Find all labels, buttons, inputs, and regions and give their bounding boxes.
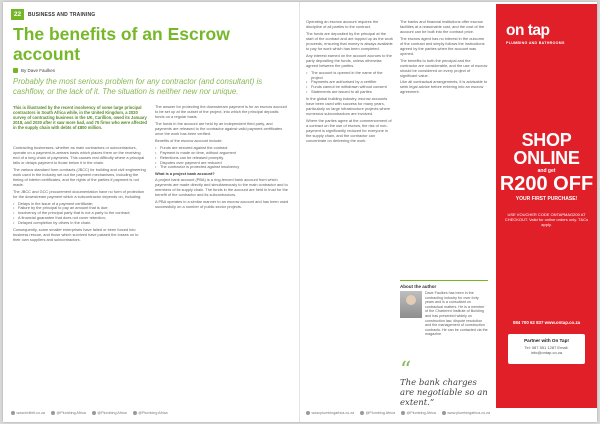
pull-quote-text: The bank charges are negotiable so an extent.” — [400, 378, 488, 408]
author-photo — [400, 291, 422, 318]
left-footer — [11, 409, 168, 417]
paragraph: The answer for protecting the downstream payment is for an escrow account to be set up at the outset of the project, into which the principal deposits funds on a regular basis. — [155, 105, 287, 119]
list-item: • Retentions can be released promptly — [155, 156, 289, 161]
byline — [13, 68, 55, 73]
ad-offer-note: YOUR FIRST PURCHASE! — [515, 196, 578, 202]
web-icon — [306, 411, 310, 415]
list-item: • Disputes over payment are reduced — [155, 161, 289, 166]
lead-paragraph: This is illustrated by the recent insolvency of some large principal contractors in South Africa while, in the United Kingdom, a 2020 survey of contracting business in the UK, Carillion, owed its January 2018, and 2020 after it saw more bad, and 75 firms who were affected in the supply chain with debts of £800 million. — [13, 105, 147, 131]
list-item: • Insolvency of the principal party that is not a party to the contract; — [13, 211, 147, 216]
web-icon — [11, 411, 15, 415]
footer-item[interactable]: www.plumbingafrica.co.za — [442, 411, 490, 415]
paragraph: Like all contractual arrangements, it is advisable to seek legal advice before entering into an escrow agreement. — [400, 79, 488, 95]
ad-partner-box[interactable] — [508, 334, 585, 364]
twitter-icon — [401, 411, 405, 415]
paragraph: The banks and financial institutions offer escrow facilities at a reasonable cost, and the cost of the account can be built into the contract price. — [400, 20, 485, 34]
author-bio: Dave Faulkes has been in the contracting industry for over forty years and is a consultant on contractual matters. He is a member of the Chartered Institute of Building and has presented widely on construction law, dispute resolution and the management of construction contracts. He can be contacted via the magazine. — [425, 291, 488, 337]
footer-item[interactable]: www.bnfleit.co.za — [11, 411, 45, 415]
body-column-3 — [306, 20, 394, 404]
paragraph: The various standard form contracts (JBCC) for building and civil engineering work used in the industry set out the payment mechanisms, including the timing of interim certificates, and the rights of the parties if payment is not made. — [13, 166, 146, 187]
paragraph: Consequently, some smaller enterprises have failed or been forced into business rescue, and those which survived have passed the losses on to their own suppliers and subcontractors. — [13, 227, 139, 243]
right-page — [300, 2, 597, 422]
list-item: • Funds cannot be withdrawn without consent — [306, 85, 394, 90]
ad-contact[interactable]: 084 700 62 837 www.ontap.co.za — [512, 320, 581, 325]
footer-item[interactable]: @Plumbing Africa — [133, 411, 168, 415]
byline-text: By Dave Faulkes — [21, 68, 56, 73]
bullet-list — [155, 146, 289, 171]
numbered-list — [13, 202, 147, 227]
facebook-icon — [360, 411, 364, 415]
left-page-header — [11, 8, 95, 21]
list-item: • A financial guarantee that does not cover retention; — [13, 216, 147, 221]
paragraph: The funds are deposited by the principal at the start of the contract and are topped up as the work proceeds, ensuring that money is always available to pay for work which has been completed. — [306, 30, 393, 51]
paragraph: A PBA operates in a similar manner to an escrow account and has been used successfully on a number of public sector projects. — [155, 199, 289, 210]
paragraph: In the global building industry, escrow accounts have been used with success for many years, particularly on large infrastructure projects where numerous subcontractors are involved. — [306, 96, 391, 117]
paragraph: Benefits of the escrow account include: — [155, 137, 223, 143]
list-item: • Delays in the issue of a payment certificate; — [13, 202, 147, 207]
body-column-1 — [13, 146, 147, 404]
paragraph: A project bank account (PBA) is a ring-fenced bank account from which payments are made directly and simultaneously to the main contractor and to members of its supply chain. The funds in the account are held in trust for the benefit of the contractor and its subcontractors. — [155, 177, 288, 198]
pull-quote — [400, 358, 488, 408]
right-footer — [306, 409, 490, 417]
footer-item[interactable]: @Plumbing Africa — [92, 411, 127, 415]
list-item: • Funds are secured against the contract — [155, 146, 289, 151]
paragraph: The JBCC and GCC procurement documentation have no form of protection for the downstream payment which a subcontractor depends on, including: — [13, 188, 145, 199]
facebook-icon — [51, 411, 55, 415]
paragraph: The funds in the account are held by an independent third party, and payments are released to the contractor against valid payment certificates once the work has been verified. — [155, 120, 283, 136]
ad-offer: R200 OFF — [499, 173, 594, 195]
quote-mark-icon: “ — [400, 358, 412, 383]
author-box — [400, 280, 488, 363]
paragraph: The benefits to both the principal and the contractor are considerable, and the use of escrow should be considered on every project of significant value. — [400, 57, 488, 78]
standfirst: Probably the most serious problem for any contractor (and consultant) is cashflow, or the lack of it. The situation is neither new nor unique. — [13, 77, 263, 96]
body-column-4 — [400, 20, 488, 276]
footer-item[interactable]: www.plumbingafrica.co.za — [306, 411, 354, 415]
article-title: The benefits of an Escrow account — [13, 24, 230, 64]
ad-partner-title: Partner with On Tap! — [524, 338, 569, 343]
paragraph: Where the parties agree at the commencement of a contract on the use of escrow, the risk of non-payment is significantly reduced for everyone in the supply chain, and the contractor can concentrate on delivering the work. — [306, 118, 392, 143]
footer-item[interactable]: @Plumbing Africa — [401, 411, 436, 415]
ad-voucher-code: USE VOUCHER CODE ONTAPMAG200 AT CHECKOUT. Valid for online orders only. T&Cs apply. — [504, 212, 589, 227]
list-item: • Failure by the principal to pay an amount that is due; — [13, 206, 147, 211]
list-item: • Payments are authorised by a certifier — [306, 80, 394, 85]
bullet-list — [306, 71, 394, 96]
ad-brand-logo: on tap — [506, 22, 550, 39]
footer-item[interactable]: @Plumbing Africa — [51, 411, 86, 415]
subheading: What is a project bank account? — [155, 171, 215, 177]
magazine-spread — [3, 2, 597, 422]
ad-and-get: and get — [537, 168, 556, 174]
web-icon — [442, 411, 446, 415]
paragraph: Contracting businesses, whether as main contractors or subcontractors, operate on a payment-in-arrears basis which places them on the receiving end of a long chain of payments. This causes real difficulty where a principal fails or delays payment to those below it in the chain. — [13, 146, 145, 165]
ad-headline-line2: ONLINE — [513, 148, 580, 168]
list-item: • Payment is made on time, without argument — [155, 151, 289, 156]
list-item: • Statements are issued to all parties — [306, 90, 394, 95]
author-marker-icon — [13, 68, 18, 73]
advertisement[interactable] — [496, 4, 597, 408]
footer-item[interactable]: @Plumbing Africa — [360, 411, 395, 415]
author-heading: About the author — [400, 284, 437, 289]
body-column-2 — [155, 105, 289, 404]
ad-headline-line1: SHOP — [521, 130, 572, 150]
list-item: • Delayed completion by others in the chain. — [13, 221, 147, 226]
paragraph: Operating an escrow account requires the discipline of all parties to the contract. — [306, 20, 379, 29]
left-page — [3, 2, 300, 422]
left-section-label: BUSINESS AND TRAINING — [28, 11, 96, 18]
ad-partner-contact: Tel: 087 551 1287 Email: info@ontap.co.za — [524, 345, 569, 355]
twitter-icon — [92, 411, 96, 415]
paragraph: The escrow agent has no interest in the outcome of the contract and simply follows the instructions agreed by the parties when the account was opened. — [400, 35, 485, 56]
linkedin-icon — [133, 411, 137, 415]
paragraph: Any interest earned on the account accrues to the party depositing the funds, unless otherwise agreed between the parties. — [306, 52, 392, 68]
list-item: • The contractor is protected against insolvency — [155, 165, 289, 170]
list-item: • The account is opened in the name of the project — [306, 71, 394, 81]
left-page-number: 22 — [11, 9, 24, 20]
ad-tagline: PLUMBING AND BATHROOMS — [506, 41, 565, 45]
